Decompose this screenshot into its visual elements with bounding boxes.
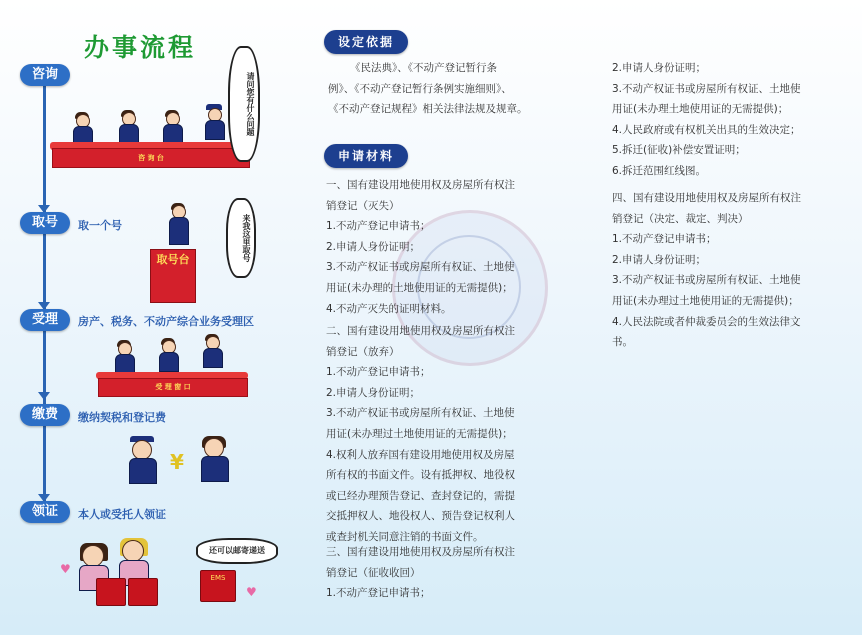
list-item: 2.申请人身份证明；: [326, 386, 421, 399]
list-item: 用证(未办理过土地使用证的无需提供)；: [326, 427, 513, 440]
section-1: [326, 175, 515, 319]
section-4-heading: 销登记（决定、裁定、判决）: [612, 212, 749, 225]
section-2-heading: 销登记（放弃）: [326, 345, 400, 358]
list-item: 3.不动产权证书或房屋所有权证、土地使: [612, 82, 801, 95]
step-desc-accept: 房产、税务、不动产综合业务受理区: [78, 315, 254, 328]
step-badge-number: 取号: [20, 212, 70, 234]
list-item: 1.不动产登记申请书；: [612, 233, 717, 246]
staff-figure: [114, 342, 134, 372]
section-2: [326, 321, 515, 548]
list-item: 用证(未办理的土地使用证的无需提供)；: [326, 281, 513, 294]
list-item: 3.不动产权证书或房屋所有权证、土地使: [612, 274, 801, 287]
list-item: 1.不动产登记申请书；: [326, 587, 431, 600]
officer-figure: [128, 440, 158, 484]
list-item: 2.申请人身份证明；: [326, 240, 421, 253]
staff-figure: [118, 112, 138, 142]
materials-tag: 申请材料: [324, 144, 408, 168]
list-item: 用证(未办理过土地使用证的无需提供)；: [612, 294, 799, 307]
number-desk: 取号台: [150, 249, 196, 303]
list-item: 4.人民法院或者仲裁委员会的生效法律文: [612, 315, 801, 328]
step-desc-collect: 本人或受托人领证: [78, 508, 166, 521]
list-item: 2.申请人身份证明；: [612, 62, 707, 74]
step-badge-accept: 受理: [20, 309, 70, 331]
list-item: 3.不动产权证书或房屋所有权证、土地使: [326, 407, 515, 420]
certificate-book-icon: [128, 578, 158, 606]
step-desc-pay: 缴纳契税和登记费: [78, 411, 166, 424]
step-badge-consult: 咨询: [20, 64, 70, 86]
list-item: 交抵押权人、地役权人、预告登记权利人: [326, 510, 515, 523]
list-item: 4.人民政府或有权机关出具的生效决定；: [612, 123, 801, 136]
list-item: 2.申请人身份证明；: [612, 253, 707, 266]
basis-line: 例》、《不动产登记暂行条例实施细则》、: [328, 82, 512, 95]
accept-desk: 受 理 窗 口: [98, 378, 248, 397]
speech-bubble-consult: 请问您有什么问题: [228, 46, 260, 162]
list-item: 3.不动产权证书或房屋所有权证、土地使: [326, 261, 515, 274]
section-2-heading: 二、国有建设用地使用权及房屋所有权注: [326, 325, 515, 337]
list-item: 4.不动产灭失的证明材料。: [326, 302, 452, 315]
ems-envelope: EMS: [200, 570, 236, 602]
section-3-heading: 销登记（征收收回）: [326, 566, 421, 579]
section-1-heading: 销登记（灭失）: [326, 199, 400, 212]
flow-title: 办事流程: [84, 33, 197, 62]
list-item: 1.不动产登记申请书；: [326, 366, 431, 379]
list-item: 5.拆迁(征收)补偿安置证明；: [612, 144, 746, 157]
list-item: 书。: [612, 336, 633, 349]
list-item: 4.权利人放弃国有建设用地使用权及房屋: [326, 448, 515, 461]
staff-figure: [72, 114, 92, 144]
staff-figure: [168, 205, 194, 245]
step-desc-number: 取一个号: [78, 219, 122, 232]
list-item: 或查封机关同意注销的书面文件。: [326, 530, 484, 543]
speech-bubble-ems: 还可以邮寄递送: [196, 538, 278, 564]
list-item: 所有权的书面文件。设有抵押权、地役权: [326, 469, 515, 482]
list-item: 或已经办理预告登记、查封登记的，需提: [326, 489, 515, 502]
list-item: 用证(未办理土地使用证的无需提供)；: [612, 103, 789, 116]
consult-desk: 咨 询 台: [52, 148, 250, 168]
list-item: 1.不动产登记申请书；: [326, 220, 431, 233]
staff-figure: [204, 108, 224, 138]
list-item: 6.拆迁范围红线图。: [612, 164, 707, 177]
staff-figure: [158, 340, 178, 370]
heart-icon: ♥: [60, 562, 71, 576]
staff-figure: [162, 112, 182, 142]
timeline-line: [43, 84, 46, 516]
basis-tag: 设定依据: [324, 30, 408, 54]
yen-icon: ¥: [170, 450, 184, 474]
section-3-heading: 三、国有建设用地使用权及房屋所有权注: [326, 546, 515, 558]
basis-line: 《民法典》、《不动产登记暂行条: [350, 62, 497, 74]
section-4: [612, 188, 801, 353]
basis-paragraph: [328, 58, 528, 120]
staff-figure: [202, 336, 222, 366]
section-4-heading: 四、国有建设用地使用权及房屋所有权注: [612, 192, 801, 204]
basis-line: 《不动产登记规程》相关法律法规及规章。: [328, 103, 528, 116]
citizen-figure: [200, 438, 230, 482]
step-badge-pay: 缴费: [20, 404, 70, 426]
certificate-book-icon: [96, 578, 126, 606]
arrow-down-icon: [38, 392, 50, 400]
speech-bubble-number: 来我这里取号: [226, 198, 256, 278]
section-3: [326, 542, 515, 604]
section-3-continued: [612, 58, 801, 182]
step-badge-collect: 领证: [20, 501, 70, 523]
section-1-heading: 一、国有建设用地使用权及房屋所有权注: [326, 179, 515, 191]
process-flow-panel: [0, 0, 300, 635]
heart-icon: ♥: [246, 585, 257, 599]
